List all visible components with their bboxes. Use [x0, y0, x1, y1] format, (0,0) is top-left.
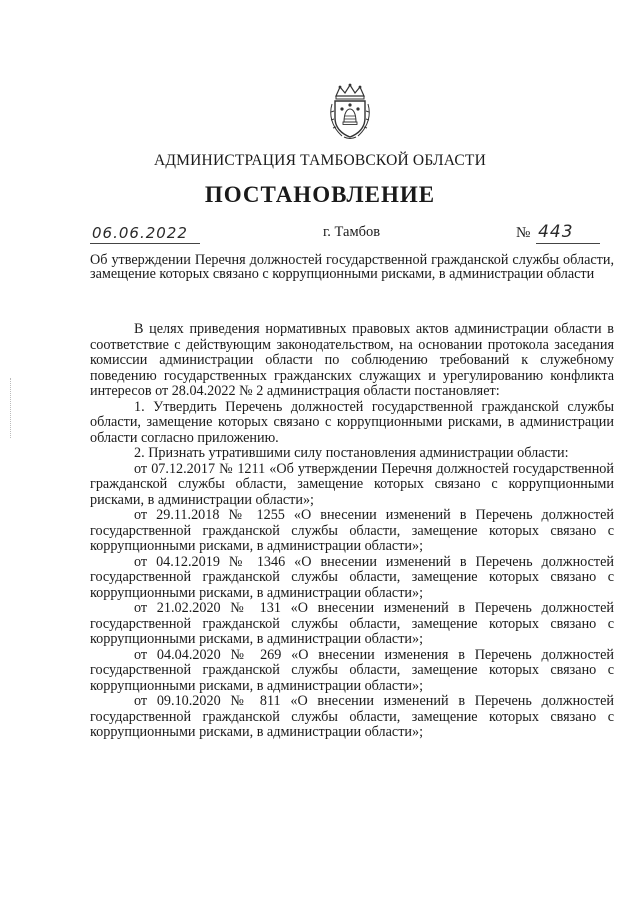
repealed-act-2020-131: от 21.02.2020 № 131 «О внесении изменений в Перечень должностей государственной гражданской службы области, замещение которых связано с коррупционными рисками, в администрации области»; [90, 600, 614, 647]
date-underline [90, 243, 200, 244]
document-subject: Об утверждении Перечня должностей государственной гражданской службы области, замещение которых связано с коррупционными рисками, в администрации области [90, 252, 614, 283]
repealed-act-2020-269: от 04.04.2020 № 269 «О внесении изменения в Перечень должностей государственной гражданской службы области, замещение которых связано с коррупционными рисками, в администрации области»; [90, 646, 614, 694]
document-date: 06.06.2022 [92, 224, 188, 242]
paragraph-item-1: 1. Утвердить Перечень должностей государственной гражданской службы области, замещение которых связано с коррупционными рисками, в администрации области согласно приложению. [90, 398, 614, 446]
paragraph-item-2: 2. Признать утратившими силу постановления администрации области: [134, 445, 569, 461]
number-value: 443 [538, 222, 574, 242]
repealed-act-2017-1211: от 07.12.2017 № 1211 «Об утверждении Перечня должностей государственной гражданской службы области, замещение которых связано с коррупционными рисками, в администрации области»; [90, 460, 614, 508]
scan-margin-mark [10, 378, 19, 438]
document-type-title: ПОСТАНОВЛЕНИЕ [204, 182, 436, 207]
tambov-coat-of-arms-icon [326, 82, 374, 140]
document-number [516, 222, 574, 242]
repealed-act-2019-1346: от 04.12.2019 № 1346 «О внесении изменений в Перечень должностей государственной гражданской службы области, замещение которых связано с коррупционными рисками, в администрации области»; [90, 553, 614, 601]
document-body [90, 322, 614, 741]
number-underline [536, 243, 600, 244]
repealed-act-2018-1255: от 29.11.2018 № 1255 «О внесении изменений в Перечень должностей государственной гражданской службы области, замещение которых связано с коррупционными рисками, в администрации области»; [90, 507, 614, 554]
number-sign: № [516, 225, 531, 241]
document-city: г. Тамбов [323, 224, 381, 240]
issuing-authority: АДМИНИСТРАЦИЯ ТАМБОВСКОЙ ОБЛАСТИ [154, 152, 486, 169]
paragraph-preamble: В целях приведения нормативных правовых актов администрации области в соответствие с действующим законодательством, на основании протокола заседания комиссии администрации области по соблюдению требований к служебному поведению государственных гражданских служащих и урегулированию конфликта интересов от 28.04.2022 № 2 администрация области постановляет: [90, 321, 614, 399]
repealed-act-2020-811: от 09.10.2020 № 811 «О внесении изменений в Перечень должностей государственной гражданской службы области, замещение которых связано с коррупционными рисками, в администрации области»; [90, 693, 614, 740]
